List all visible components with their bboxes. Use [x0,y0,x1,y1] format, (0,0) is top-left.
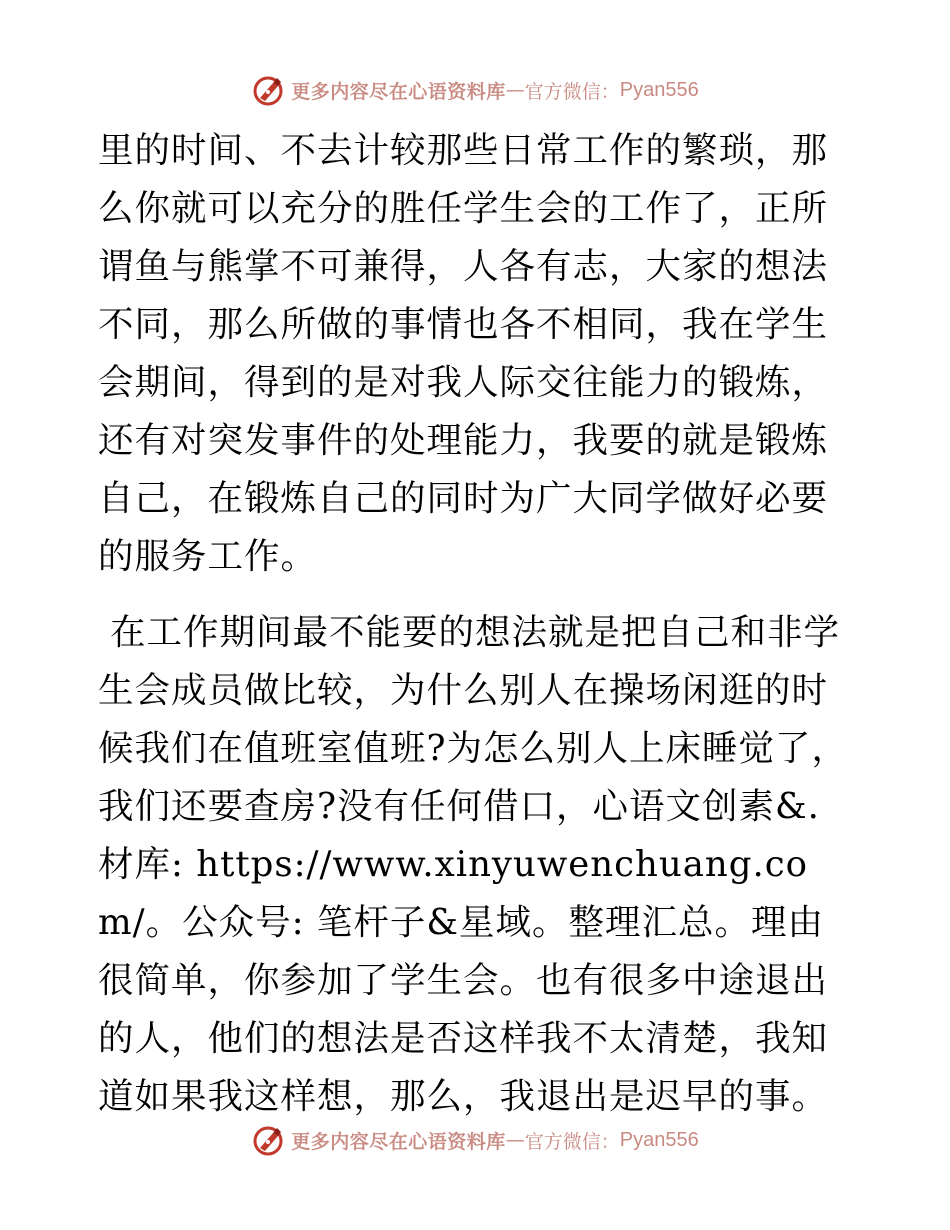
footer-promo-text: 更多内容尽在心语资料库 [291,1130,506,1153]
header-banner [0,70,950,110]
header-dash: — [505,79,525,101]
header-promo-text: 更多内容尽在心语资料库 [291,80,506,103]
pen-nib-circle-logo-icon [251,1123,285,1157]
footer-dash: — [505,1129,525,1151]
footer-banner [0,1120,950,1160]
body-paragraph-2: 在工作期间最不能要的想法就是把自己和非学生会成员做比较，为什么别人在操场闲逛的时候我们在值班室值班?为怎么别人上床睡觉了，我们还要查房?没有任何借口，心语文创素&.材库: https://www.xinyuwenchuang.com/。公众号: 笔杆子&星域。整理汇总。理由很简单，你参加了学生会。也有很多中途退出的人，他们的想法是否这样我不太清楚，我知道如果我这样想，那么，我退出是迟早的事。 [98,612,849,1117]
pen-nib-circle-logo-icon [251,73,285,107]
document-body [98,122,850,1126]
header-wechat-label: 官方微信： [524,80,620,103]
footer-wechat-label: 官方微信： [524,1130,620,1153]
header-wechat-id: Pyan556 [619,78,699,101]
body-paragraph-1: 里的时间、不去计较那些日常工作的繁琐，那么你就可以充分的胜任学生会的工作了，正所谓鱼与熊掌不可兼得，人各有志，大家的想法不同，那么所做的事情也各不相同，我在学生会期间，得到的是对我人际交往能力的锻炼，还有对突发事件的处理能力，我要的就是锻炼自己，在锻炼自己的同时为广大同学做好必要的服务工作。 [98,130,829,577]
footer-wechat-id: Pyan556 [619,1128,699,1151]
